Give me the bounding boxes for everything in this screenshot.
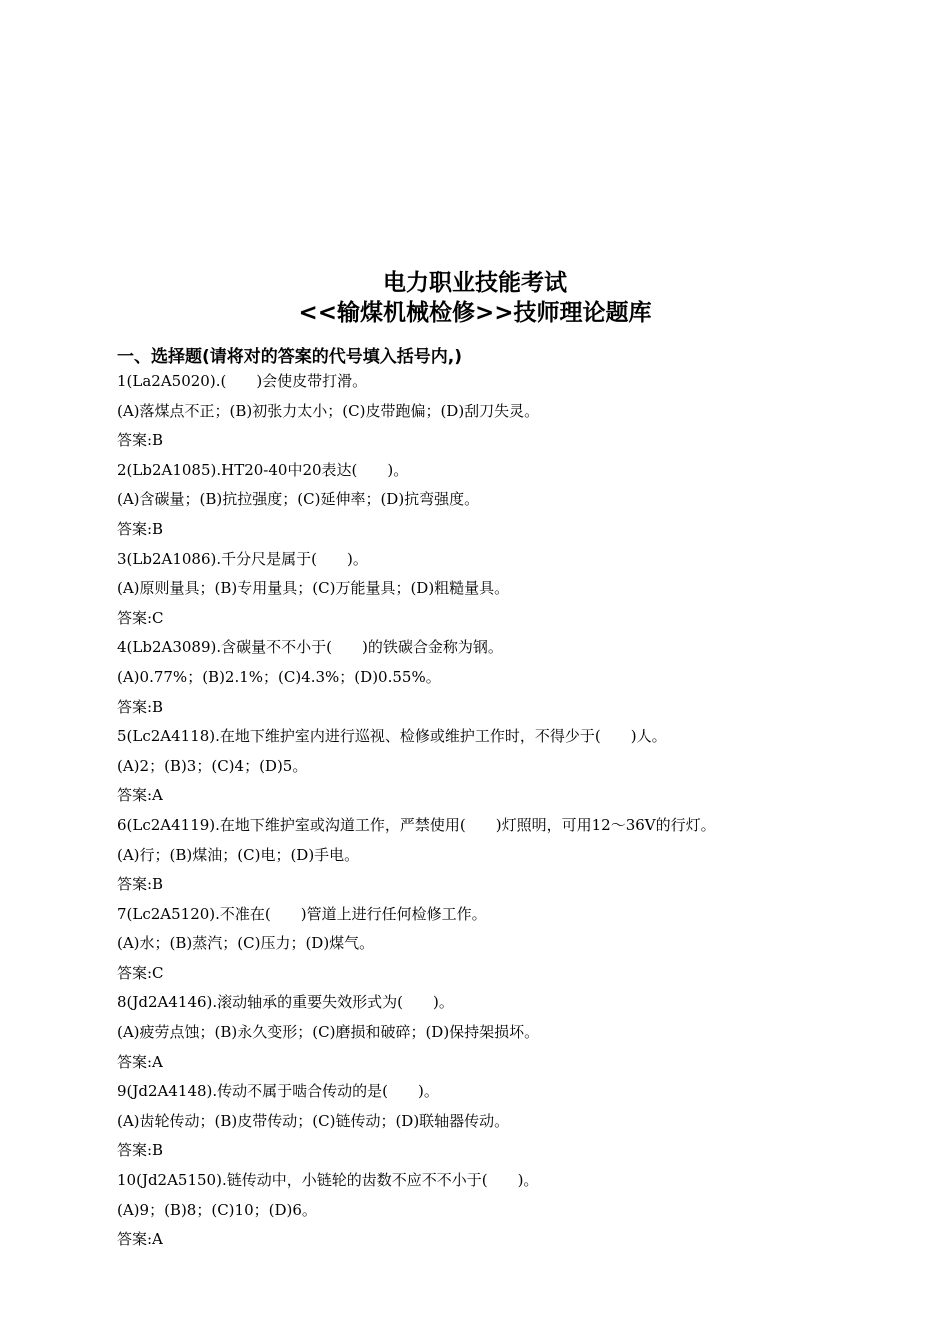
question-item: [117, 369, 917, 458]
question-options: (A)行；(B)煤油；(C)电；(D)手电。: [117, 845, 360, 864]
question-item: [117, 902, 917, 991]
question-stem: 6(Lc2A4119).在地下维护室或沟道工作，严禁使用( )灯照明，可用12～36V的行灯。: [117, 815, 716, 834]
question-item: [117, 547, 917, 636]
question-stem: 3(Lb2A1086).千分尺是属于( )。: [117, 549, 368, 568]
question-item: [117, 813, 917, 902]
question-options: (A)水；(B)蒸汽；(C)压力；(D)煤气。: [117, 934, 375, 953]
question-item: [117, 724, 917, 813]
question-item: [117, 458, 917, 547]
question-item: [117, 1168, 917, 1257]
question-options: (A)0.77%；(B)2.1%；(C)4.3%；(D)0.55%。: [117, 667, 441, 686]
question-answer: 答案:B: [117, 431, 164, 450]
question-options: (A)原则量具；(B)专用量具；(C)万能量具；(D)粗糙量具。: [117, 579, 510, 598]
question-stem: 1(La2A5020).( )会使皮带打滑。: [117, 372, 368, 390]
question-answer: 答案:B: [117, 875, 164, 894]
question-item: [117, 990, 917, 1079]
question-options: (A)2；(B)3；(C)4；(D)5。: [117, 756, 308, 775]
question-stem: 4(Lb2A3089).含碳量不不小于( )的铁碳合金称为钢。: [117, 638, 503, 657]
question-answer: 答案:B: [117, 1141, 164, 1160]
question-stem: 2(Lb2A1085).HT20-40中20表达( )。: [117, 460, 409, 479]
document-title: 电力职业技能考试: [383, 270, 567, 296]
question-answer: 答案:A: [117, 1230, 163, 1249]
question-options: (A)落煤点不正；(B)初张力太小；(C)皮带跑偏；(D)刮刀失灵。: [117, 401, 540, 420]
question-options: (A)齿轮传动；(B)皮带传动；(C)链传动；(D)联轴器传动。: [117, 1111, 510, 1130]
question-stem: 5(Lc2A4118).在地下维护室内进行巡视、检修或维护工作时，不得少于( )人。: [117, 727, 667, 746]
question-options: (A)含碳量；(B)抗拉强度；(C)延伸率；(D)抗弯强度。: [117, 490, 480, 509]
question-stem: 8(Jd2A4146).滚动轴承的重要失效形式为( )。: [117, 993, 454, 1012]
question-options: (A)疲劳点蚀；(B)永久变形；(C)磨损和破碎；(D)保持架损坏。: [117, 1023, 540, 1042]
question-list: [117, 369, 917, 1257]
question-stem: 7(Lc2A5120).不准在( )管道上进行任何检修工作。: [117, 904, 487, 923]
question-item: [117, 1079, 917, 1168]
question-answer: 答案:A: [117, 1052, 163, 1071]
document-subtitle: <<输煤机械检修>>技师理论题库: [298, 300, 652, 326]
question-answer: 答案:B: [117, 519, 164, 538]
question-answer: 答案:B: [117, 697, 164, 716]
question-options: (A)9；(B)8；(C)10；(D)6。: [117, 1200, 317, 1219]
question-stem: 10(Jd2A5150).链传动中，小链轮的齿数不应不不小于( )。: [117, 1171, 539, 1190]
question-answer: 答案:C: [117, 608, 164, 627]
question-answer: 答案:C: [117, 963, 164, 982]
question-answer: 答案:A: [117, 786, 163, 805]
section-heading: 一、选择题(请将对的答案的代号填入括号内,): [117, 347, 462, 367]
question-item: [117, 635, 917, 724]
question-stem: 9(Jd2A4148).传动不属于啮合传动的是( )。: [117, 1082, 439, 1101]
